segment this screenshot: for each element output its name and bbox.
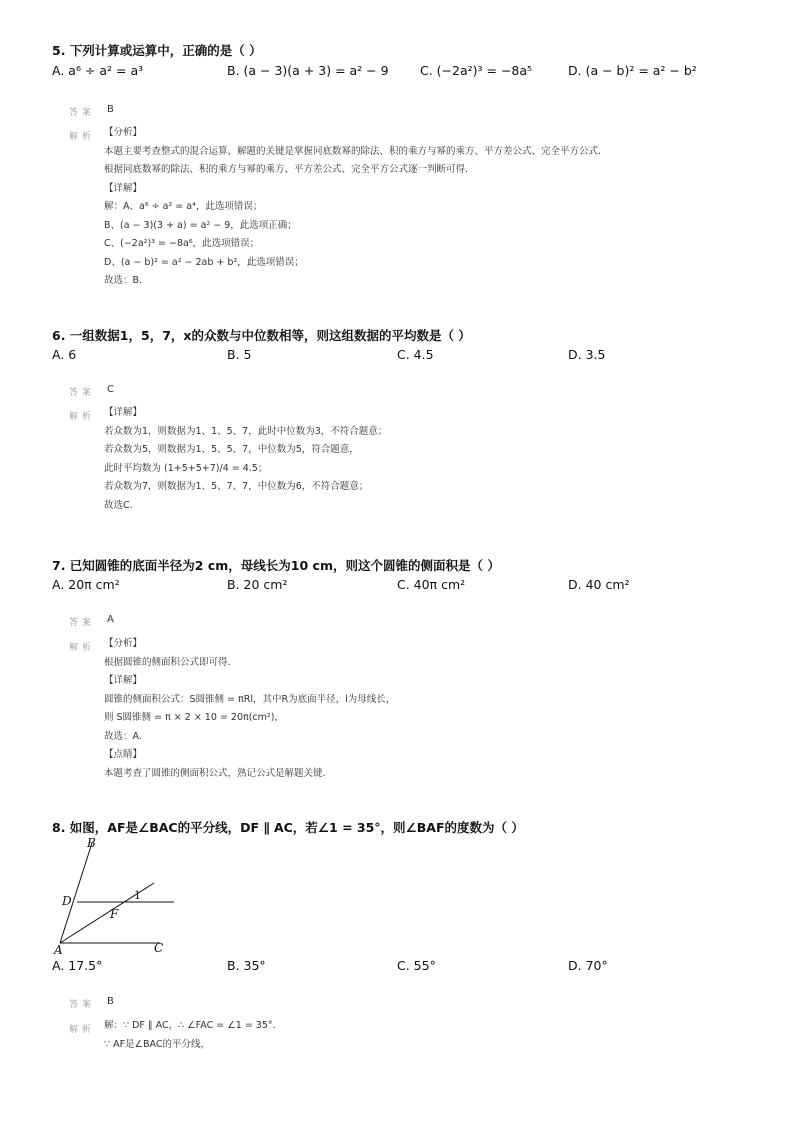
label-d: D	[62, 894, 72, 908]
q8-line: 解：∵ DF ∥ AC，∴ ∠FAC = ∠1 = 35°.	[104, 1020, 276, 1031]
q7-option-c[interactable]: C. 40π cm²	[397, 577, 466, 592]
q7-analysis-body	[104, 635, 395, 783]
q8-option-b[interactable]: B. 35°	[227, 958, 266, 973]
q5-line: 解：A、a⁶ ÷ a² = a⁴，此选项错误；	[104, 201, 263, 212]
q8-option-a[interactable]: A. 17.5°	[52, 958, 103, 973]
label-c: C	[154, 941, 164, 955]
q6-answer-label: 答案	[69, 388, 96, 398]
q7-line: 【分析】	[104, 638, 143, 649]
q6-answer-value: C	[107, 384, 114, 395]
q8-option-d[interactable]: D. 70°	[568, 958, 608, 973]
q7-answer-label: 答案	[69, 618, 96, 628]
q5-option-b[interactable]: B. (a − 3)(a + 3) = a² − 9	[227, 63, 389, 78]
segment-ab	[60, 843, 92, 943]
q5-option-d[interactable]: D. (a − b)² = a² − b²	[568, 63, 697, 78]
q8-analysis-body	[104, 1017, 276, 1054]
q5-answer-value: B	[107, 104, 114, 115]
question-6-title: 6. 一组数据1，5，7，x的众数与中位数相等，则这组数据的平均数是（ ）	[52, 328, 471, 343]
q6-analysis-body	[104, 404, 387, 515]
question-5-title: 5. 下列计算或运算中，正确的是（ ）	[52, 43, 262, 58]
q6-line: 【详解】	[104, 407, 143, 418]
q6-option-d[interactable]: D. 3.5	[568, 347, 606, 362]
q7-line: 故选：A.	[104, 730, 142, 742]
q5-line: B、(a − 3)(3 + a) = a² − 9，此选项正确；	[104, 219, 297, 231]
label-f: F	[110, 907, 119, 921]
q7-analysis-label: 解析	[69, 643, 96, 653]
q8-answer-label: 答案	[69, 1000, 96, 1010]
q5-option-a[interactable]: A. a⁶ ÷ a² = a³	[52, 63, 144, 78]
q5-line: 故选：B.	[104, 275, 143, 286]
q6-option-c[interactable]: C. 4.5	[397, 347, 434, 362]
label-b: B	[87, 836, 96, 850]
q5-analysis-label: 解析	[69, 132, 96, 142]
q7-line: 本题考查了圆锥的侧面积公式，熟记公式是解题关键.	[104, 767, 326, 779]
label-a: A	[54, 943, 63, 957]
q7-answer-value: A	[107, 614, 114, 625]
question-7-title: 7. 已知圆锥的底面半径为2 cm，母线长为10 cm，则这个圆锥的侧面积是（ ）	[52, 558, 500, 573]
q5-option-c[interactable]: C. (−2a²)³ = −8a⁵	[420, 63, 533, 78]
q8-answer-value: B	[107, 996, 114, 1007]
q6-option-a[interactable]: A. 6	[52, 347, 77, 362]
q6-analysis-label: 解析	[69, 412, 96, 422]
q7-line: 圆锥的侧面积公式：S圆锥侧 = πRl，其中R为底面半径，l为母线长，	[104, 693, 396, 705]
q6-option-b[interactable]: B. 5	[227, 347, 252, 362]
q5-line: D、(a − b)² = a² − 2ab + b²，此选项错误；	[104, 256, 304, 268]
q8-analysis-label: 解析	[69, 1025, 96, 1035]
q6-line: 故选C.	[104, 499, 133, 511]
q8-option-c[interactable]: C. 55°	[397, 958, 436, 973]
q7-line: 则 S圆锥侧 = π × 2 × 10 = 20π(cm²)，	[104, 712, 284, 723]
q5-line: 【详解】	[104, 182, 143, 194]
q6-line: 若众数为1，则数据为1、1、5、7，此时中位数为3，不符合题意；	[104, 425, 388, 437]
q5-analysis-body	[104, 124, 601, 291]
q5-line: 根据同底数幂的除法、积的乘方与幂的乘方、平方差公式、完全平方公式逐一判断可得.	[104, 164, 469, 175]
question-8-title: 8. 如图，AF是∠BAC的平分线，DF ∥ AC，若∠1 = 35°，则∠BAF的度数为（ ）	[52, 820, 524, 835]
q5-answer-label: 答案	[69, 108, 96, 118]
q7-option-b[interactable]: B. 20 cm²	[227, 577, 288, 592]
q5-line: 本题主要考查整式的混合运算，解题的关键是掌握同底数幂的除法、积的乘方与幂的乘方、平方差公式、完全平方公式.	[104, 145, 602, 157]
q7-option-d[interactable]: D. 40 cm²	[568, 577, 630, 592]
q7-line: 【详解】	[104, 675, 143, 686]
q5-line: C、(−2a²)³ = −8a⁶，此选项错误；	[104, 238, 260, 249]
q6-line: 若众数为7，则数据为1、5、7、7，中位数为6，不符合题意；	[104, 481, 369, 492]
q7-option-a[interactable]: A. 20π cm²	[52, 577, 120, 592]
q7-line: 【点睛】	[104, 749, 143, 760]
q6-line: 此时平均数为 (1+5+5+7)/4 = 4.5；	[104, 462, 268, 474]
q5-line: 【分析】	[104, 127, 143, 138]
q8-line: ∵ AF是∠BAC的平分线，	[104, 1038, 211, 1050]
q6-line: 若众数为5，则数据为1、5、5、7，中位数为5，符合题意，	[104, 444, 359, 455]
label-angle-1: 1	[134, 889, 141, 902]
q7-line: 根据圆锥的侧面积公式即可得.	[104, 656, 231, 668]
geometry-figure	[50, 835, 190, 957]
